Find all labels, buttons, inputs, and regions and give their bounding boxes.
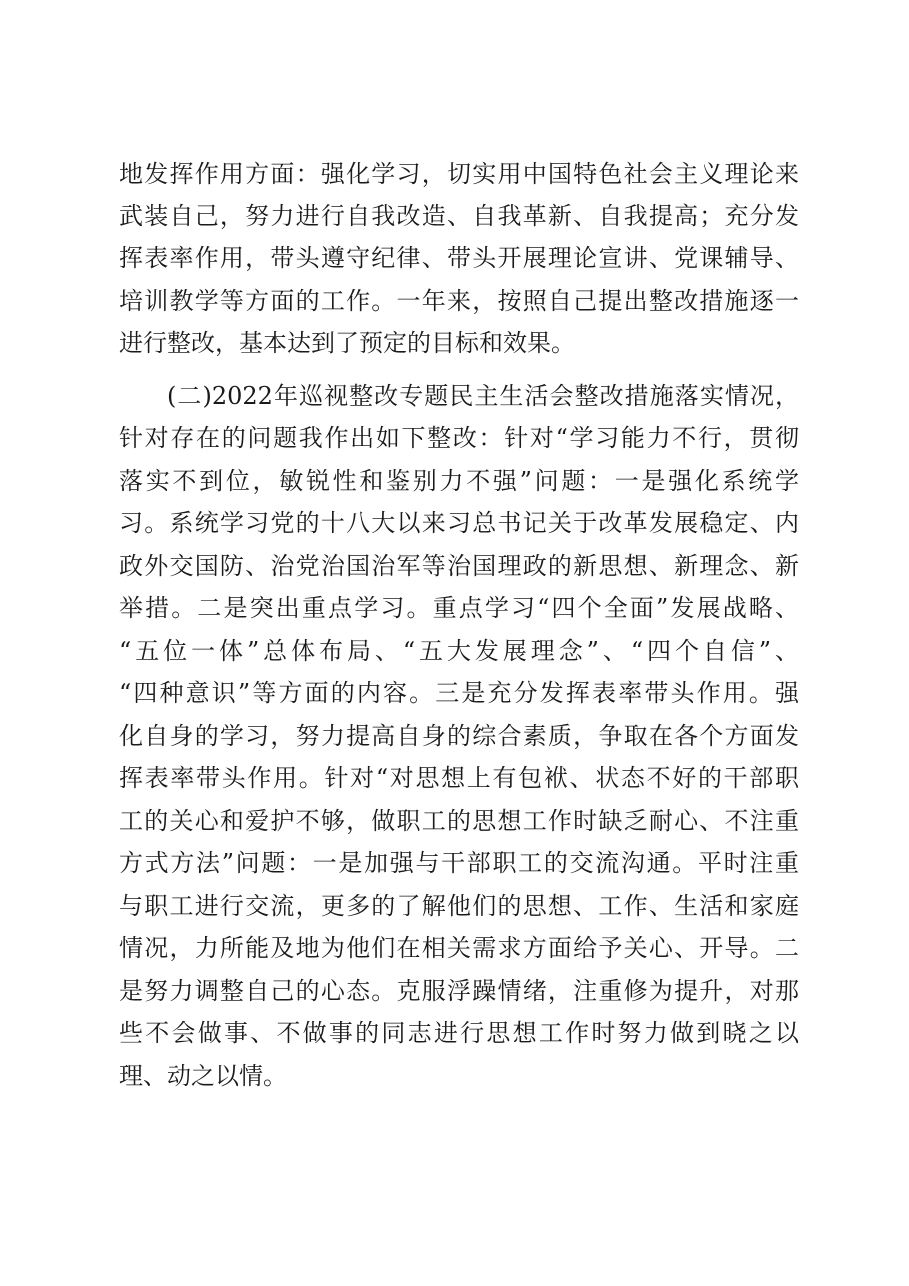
text-line: 举措。二是突出重点学习。重点学习“四个全面”发展战略、 [119,594,799,622]
text-line: 进行整改，基本达到了预定的目标和效果。 [119,329,575,357]
text-line: 挥表率作用，带头遵守纪律、带头开展理论宣讲、党课辅导、 [119,244,799,272]
text-line: 情况，力所能及地为他们在相关需求方面给予关心、开导。二 [119,934,799,962]
text-line: 地发挥作用方面：强化学习，切实用中国特色社会主义理论来 [119,160,799,188]
text-line: “四种意识”等方面的内容。三是充分发挥表率带头作用。强 [119,679,799,707]
text-line: 工的关心和爱护不够，做职工的思想工作时缺乏耐心、不注重 [119,807,799,835]
text-line: 习。系统学习党的十八大以来习总书记关于改革发展稳定、内 [119,509,799,537]
text-line: “五位一体”总体布局、“五大发展理念”、“四个自信”、 [119,637,799,665]
text-line: 方式方法”问题：一是加强与干部职工的交流沟通。平时注重 [119,849,799,877]
text-line: 针对存在的问题我作出如下整改：针对“学习能力不行，贯彻 [119,424,799,452]
text-line: 政外交国防、治党治国治军等治国理政的新思想、新理念、新 [119,552,799,580]
text-line: 武装自己，努力进行自我改造、自我革新、自我提高；充分发 [119,202,799,230]
text-line: 培训教学等方面的工作。一年来，按照自己提出整改措施逐一 [119,287,799,315]
text-line: 理、动之以情。 [119,1062,287,1090]
text-line: 落实不到位，敏锐性和鉴别力不强”问题：一是强化系统学 [119,467,799,495]
text-line: 挥表率带头作用。针对“对思想上有包袱、状态不好的干部职 [119,764,799,792]
text-line: 与职工进行交流，更多的了解他们的思想、工作、生活和家庭 [119,892,799,920]
text-line: 是努力调整自己的心态。克服浮躁情绪，注重修为提升，对那 [119,977,799,1005]
text-line: 化自身的学习，努力提高自身的综合素质，争取在各个方面发 [119,722,799,750]
paragraph-heading-line: (二)2022年巡视整改专题民主生活会整改措施落实情况， [167,382,799,410]
text-line: 些不会做事、不做事的同志进行思想工作时努力做到晓之以 [119,1019,799,1047]
